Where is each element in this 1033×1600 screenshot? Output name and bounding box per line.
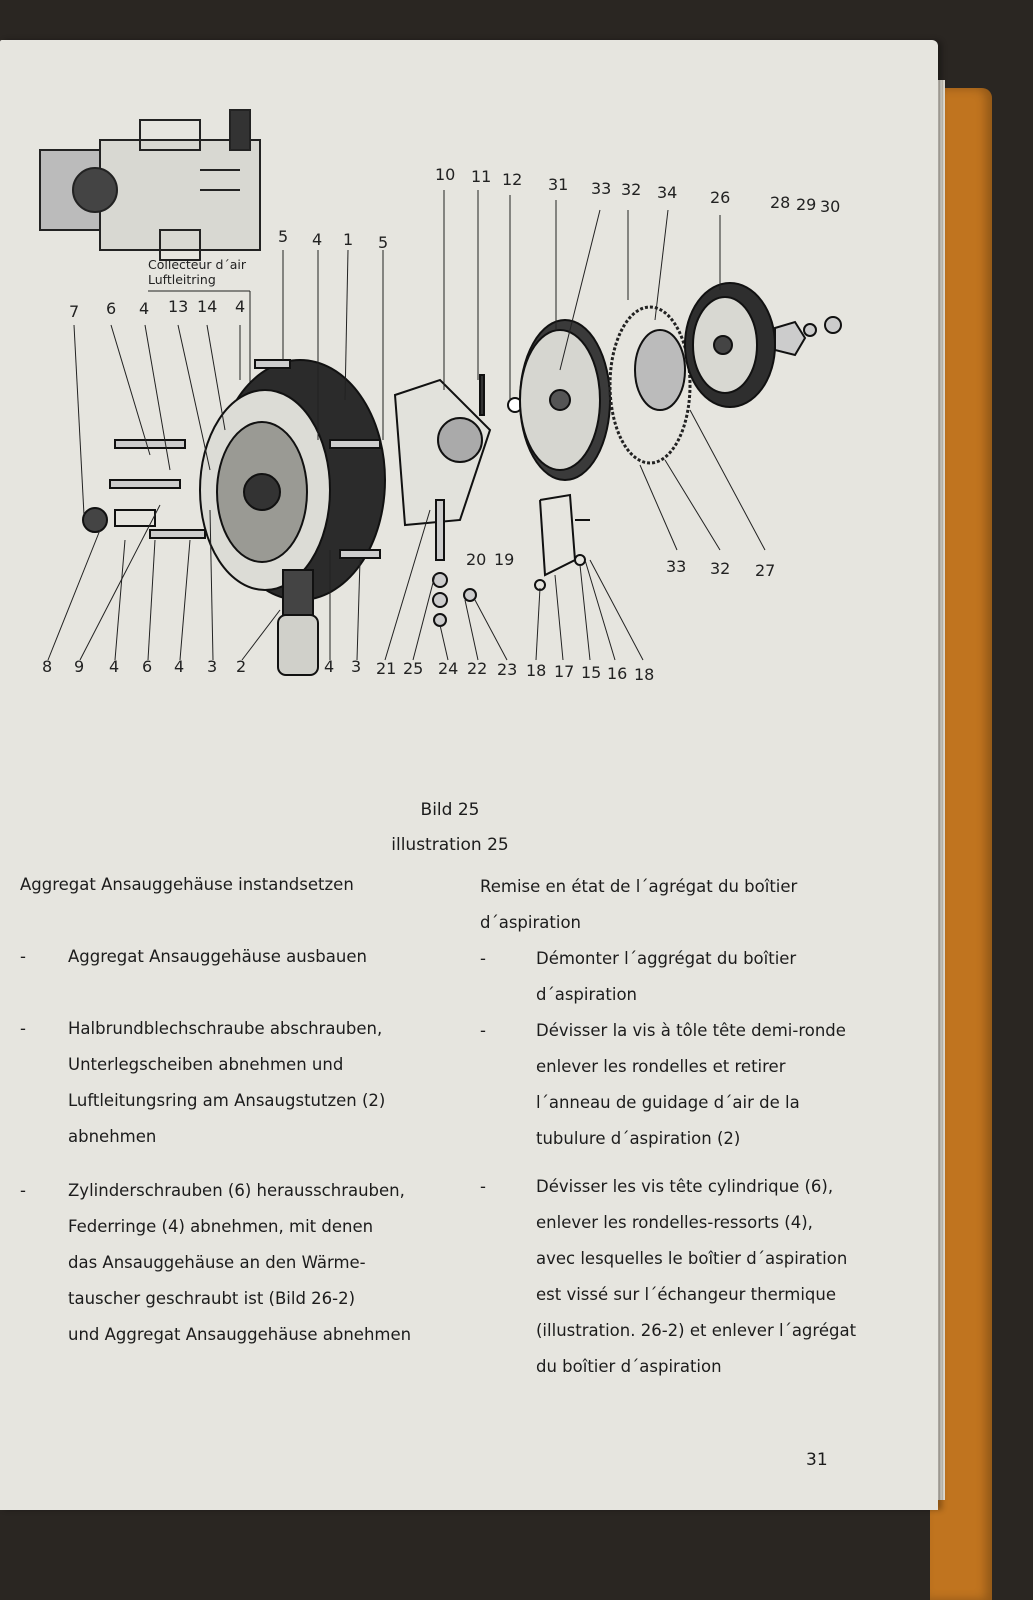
svg-text:7: 7 (69, 302, 80, 321)
french-heading-line2: d´aspiration (480, 913, 581, 932)
svg-text:18: 18 (526, 661, 547, 680)
svg-text:16: 16 (607, 664, 628, 683)
nuts-drawing (775, 317, 841, 355)
french-step: - Dévisser les vis tête cylindrique (6), enlever les rondelles-ressorts (4), avec lesquelles le boîtier d´aspiration est vissé sur l´échangeur thermique (illustration. 26-2) et enlever l´agrégat du boîtier d´aspiration (480, 1177, 857, 1376)
svg-text:4: 4 (324, 657, 335, 676)
svg-text:19: 19 (494, 550, 515, 569)
svg-text:4: 4 (235, 297, 246, 316)
svg-text:3: 3 (351, 657, 362, 676)
svg-text:20: 20 (466, 550, 487, 569)
svg-text:5: 5 (378, 233, 389, 252)
bracket-drawing (535, 495, 590, 590)
french-heading: Remise en état de l´agrégat du boîtier (480, 877, 798, 896)
svg-text:4: 4 (139, 299, 150, 318)
suction-housing-drawing (200, 360, 385, 600)
svg-text:26: 26 (710, 188, 731, 207)
svg-text:1: 1 (343, 230, 354, 249)
svg-text:30: 30 (820, 197, 841, 216)
svg-text:14: 14 (197, 297, 218, 316)
svg-text:3: 3 (207, 657, 218, 676)
svg-text:18: 18 (634, 665, 655, 684)
caption-german: Bild 25 (420, 800, 480, 820)
french-step: - Dévisser la vis à tôle tête demi-ronde enlever les rondelles et retirer l´anneau de guidage d´air de la tubulure d´aspiration (2) (480, 1021, 846, 1148)
gear-housing-drawing (395, 375, 522, 525)
svg-text:28: 28 (770, 193, 791, 212)
german-column (20, 867, 460, 1353)
svg-text:31: 31 (548, 175, 569, 194)
svg-text:25: 25 (403, 659, 424, 678)
svg-text:29: 29 (796, 195, 817, 214)
svg-text:32: 32 (621, 180, 642, 199)
german-heading: Aggregat Ansauggehäuse instandsetzen (20, 875, 354, 894)
svg-text:22: 22 (467, 659, 488, 678)
svg-text:17: 17 (554, 662, 575, 681)
callout-fr: Collecteur d´air (148, 257, 246, 272)
svg-text:15: 15 (581, 663, 602, 682)
svg-text:10: 10 (435, 165, 456, 184)
svg-text:2: 2 (236, 657, 247, 676)
german-step: - Aggregat Ansauggehäuse ausbauen (20, 947, 367, 966)
svg-text:34: 34 (657, 183, 678, 202)
hub-drawing (635, 330, 685, 410)
svg-text:23: 23 (497, 660, 518, 679)
svg-text:6: 6 (106, 299, 117, 318)
german-step: - Zylinderschrauben (6) herausschrauben, Federringe (4) abnehmen, mit denen das Ansauggehäuse an den Wärme- tauscher geschraubt ist (Bild 26-2) und Aggregat Ansauggehäuse abnehmen (20, 1181, 412, 1344)
book-page (0, 40, 938, 1510)
french-column (480, 869, 900, 1385)
impeller-disk-drawing (520, 320, 610, 480)
svg-text:11: 11 (471, 167, 492, 186)
assembled-unit-drawing (40, 110, 260, 260)
svg-text:4: 4 (109, 657, 120, 676)
caption-french: illustration 25 (391, 835, 509, 855)
svg-text:8: 8 (42, 657, 53, 676)
svg-text:12: 12 (502, 170, 523, 189)
svg-text:32: 32 (710, 559, 731, 578)
svg-text:21: 21 (376, 659, 397, 678)
svg-text:9: 9 (74, 657, 85, 676)
svg-text:13: 13 (168, 297, 189, 316)
svg-text:27: 27 (755, 561, 776, 580)
intake-pipe-drawing (278, 570, 318, 675)
callout-de: Luftleitring (148, 272, 216, 287)
french-step: - Démonter l´aggrégat du boîtier d´aspiration (480, 949, 797, 1004)
svg-text:24: 24 (438, 659, 459, 678)
svg-text:6: 6 (142, 657, 153, 676)
svg-text:33: 33 (591, 179, 612, 198)
svg-text:33: 33 (666, 557, 687, 576)
page-number: 31 (806, 1450, 828, 1470)
fan-wheel-drawing (685, 283, 775, 407)
exploded-view-diagram (0, 40, 938, 700)
svg-text:4: 4 (174, 657, 185, 676)
german-step: - Halbrundblechschraube abschrauben, Unterlegscheiben abnehmen und Luftleitungsring am Ansaugstutzen (2) abnehmen (20, 1019, 386, 1146)
svg-text:5: 5 (278, 227, 289, 246)
svg-text:4: 4 (312, 230, 323, 249)
